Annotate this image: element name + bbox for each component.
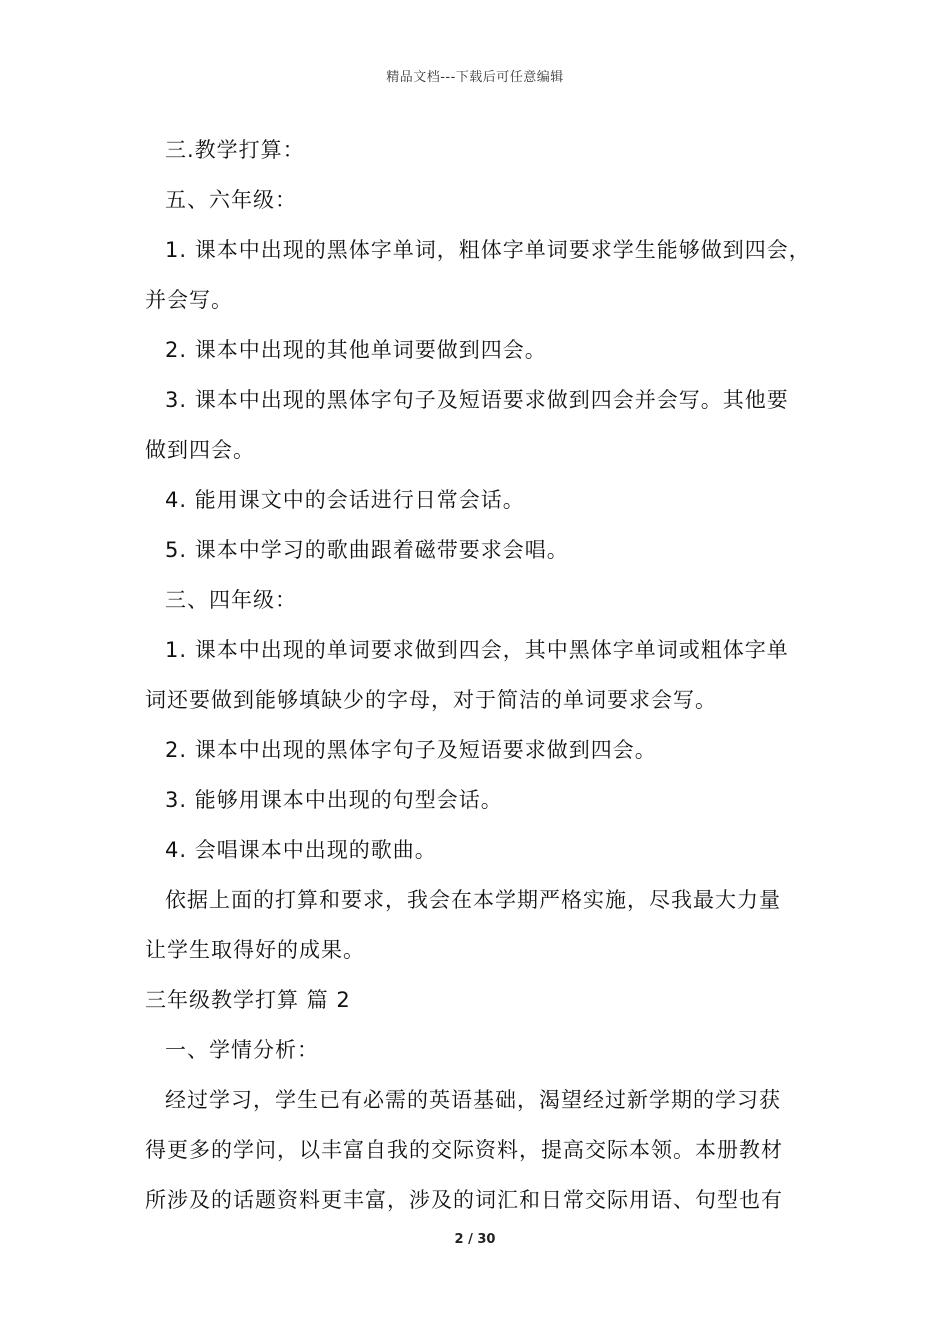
list-item: 2. 课本中出现的黑体字句子及短语要求做到四会。 [165,738,657,762]
paragraph-line: 依据上面的打算和要求，我会在本学期严格实施，尽我最大力量 [165,888,781,912]
paragraph-line: 经过学习，学生已有必需的英语基础，渴望经过新学期的学习获 [165,1088,781,1112]
section-heading: 一、学情分析： [165,1038,319,1062]
list-item: 2. 课本中出现的其他单词要做到四会。 [165,338,547,362]
list-item: 1. 课本中出现的单词要求做到四会，其中黑体字单词或粗体字单 [165,638,789,662]
grade-heading: 五、六年级： [165,188,297,212]
page-number: 2 / 30 [454,1232,496,1247]
list-item: 3. 课本中出现的黑体字句子及短语要求做到四会并会写。其他要 [165,388,789,412]
page-header: 精品文档---下载后可任意编辑 [386,70,564,85]
list-item-continuation: 词还要做到能够填缺少的字母，对于简洁的单词要求会写。 [145,688,717,712]
list-item: 4. 能用课文中的会话进行日常会话。 [165,488,525,512]
grade-heading: 三、四年级： [165,588,297,612]
list-item: 3. 能够用课本中出现的句型会话。 [165,788,503,812]
list-item: 4. 会唱课本中出现的歌曲。 [165,838,437,862]
paragraph-line: 让学生取得好的成果。 [145,938,365,962]
paragraph-line: 得更多的学问，以丰富自我的交际资料，提高交际本领。本册教材 [145,1138,783,1162]
list-item: 1. 课本中出现的黑体字单词，粗体字单词要求学生能够做到四会， [165,238,811,262]
article-title: 三年级教学打算 篇 2 [145,988,351,1012]
list-item-continuation: 做到四会。 [145,438,255,462]
section-heading: 三.教学打算： [165,138,305,162]
list-item: 5. 课本中学习的歌曲跟着磁带要求会唱。 [165,538,569,562]
list-item-continuation: 并会写。 [145,288,233,312]
paragraph-line: 所涉及的话题资料更丰富，涉及的词汇和日常交际用语、句型也有 [145,1188,783,1212]
